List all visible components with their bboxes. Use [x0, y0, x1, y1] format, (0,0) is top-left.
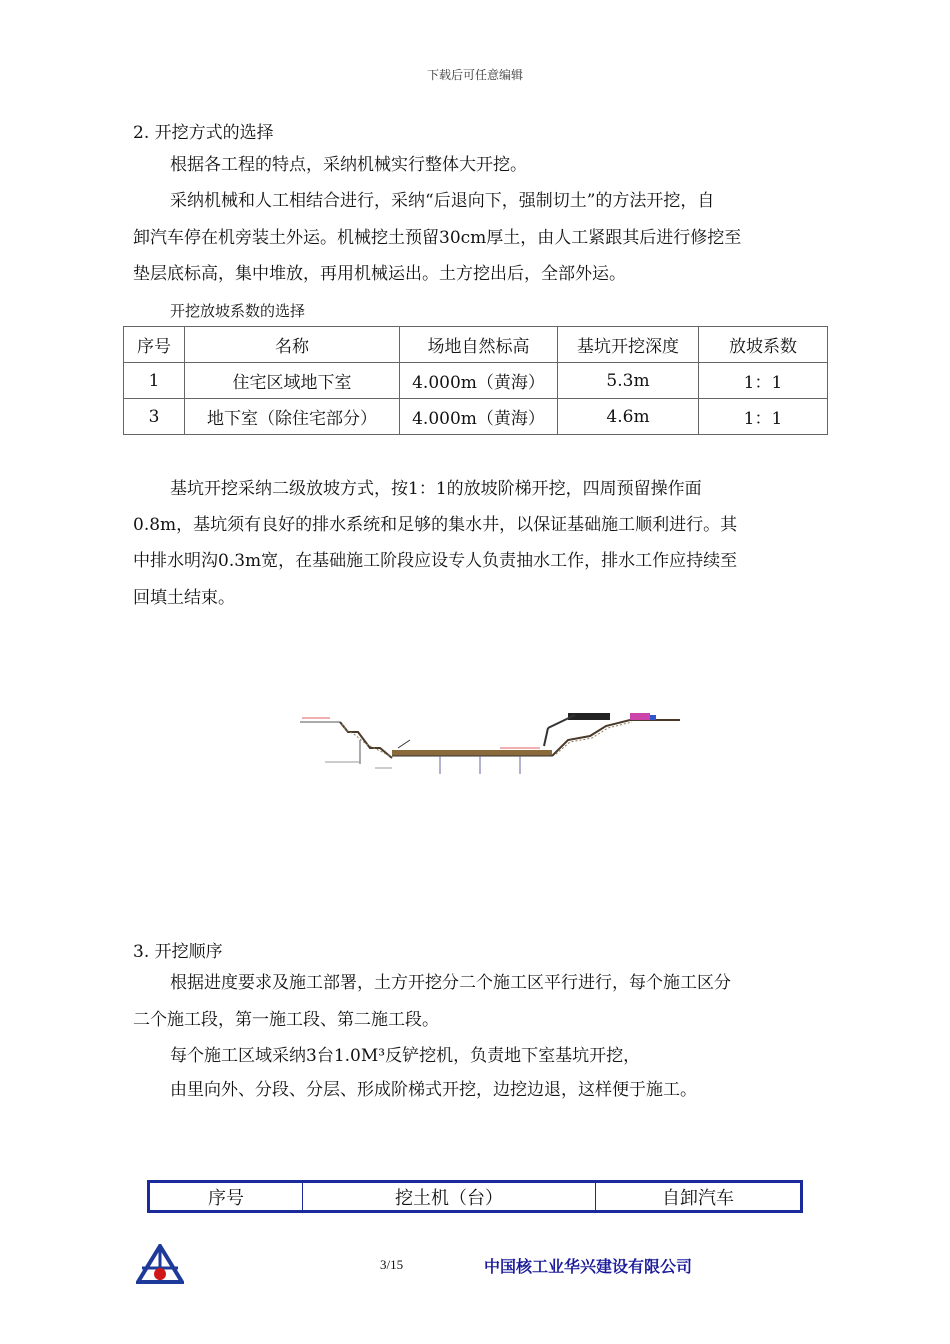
page-number: 3/15 — [380, 1257, 404, 1272]
paragraph: 回填土结束。 — [133, 588, 235, 608]
paragraph: 基坑开挖采纳二级放坡方式，按1：1的放坡阶梯开挖，四周预留操作面 — [170, 479, 702, 499]
equipment-table — [147, 1180, 803, 1213]
paragraph: 垫层底标高，集中堆放，再用机械运出。土方挖出后，全部外运。 — [133, 264, 626, 284]
paragraph: 每个施工区域采纳3台1.0M³反铲挖机，负责地下室基坑开挖， — [170, 1046, 641, 1066]
company-name: 中国核工业华兴建设有限公司 — [484, 1257, 693, 1276]
paragraph: 采纳机械和人工相结合进行，采纳“后退向下，强制切土”的方法开挖，自 — [170, 191, 715, 211]
company-logo-icon — [136, 1244, 184, 1284]
table-cell: 1：1 — [699, 399, 828, 435]
paragraph: 0.8m，基坑须有良好的排水系统和足够的集水井，以保证基础施工顺利进行。其 — [133, 515, 738, 535]
table-cell: 1 — [124, 363, 185, 399]
table-header-cell: 自卸汽车 — [596, 1182, 802, 1212]
table-row — [124, 363, 828, 399]
table-row — [124, 399, 828, 435]
table-cell: 住宅区域地下室 — [185, 363, 400, 399]
section-2-heading: 2. 开挖方式的选择 — [133, 123, 274, 143]
table-cell: 3 — [124, 399, 185, 435]
table-cell: 5.3m — [558, 363, 699, 399]
table-header-row — [149, 1182, 802, 1212]
paragraph: 根据各工程的特点，采纳机械实行整体大开挖。 — [170, 155, 527, 175]
paragraph: 根据进度要求及施工部署，土方开挖分二个施工区平行进行，每个施工区分 — [170, 973, 731, 993]
paragraph: 二个施工段，第一施工段、第二施工段。 — [133, 1010, 439, 1030]
table-header-cell: 基坑开挖深度 — [558, 327, 699, 363]
paragraph: 由里向外、分段、分层、形成阶梯式开挖，边挖边退，这样便于施工。 — [170, 1080, 697, 1100]
table-header-cell: 场地自然标高 — [400, 327, 558, 363]
table-header-cell: 序号 — [124, 327, 185, 363]
table-header-row — [124, 327, 828, 363]
slope-coefficient-table — [123, 326, 828, 435]
table-cell: 1：1 — [699, 363, 828, 399]
table-cell: 4.000m（黄海） — [400, 399, 558, 435]
paragraph: 中排水明沟0.3m宽，在基础施工阶段应设专人负责抽水工作，排水工作应持续至 — [133, 551, 738, 571]
table-cell: 4.6m — [558, 399, 699, 435]
table-cell: 4.000m（黄海） — [400, 363, 558, 399]
table-caption: 开挖放坡系数的选择 — [170, 302, 306, 320]
section-3-heading: 3. 开挖顺序 — [133, 942, 223, 962]
table-header-cell: 序号 — [149, 1182, 303, 1212]
paragraph: 卸汽车停在机旁装土外运。机械挖土预留30cm厚土，由人工紧跟其后进行修挖至 — [133, 228, 742, 248]
table-cell: 地下室（除住宅部分） — [185, 399, 400, 435]
excavation-section-diagram — [300, 700, 680, 785]
header-note: 下载后可任意编辑 — [426, 68, 523, 82]
table-header-cell: 放坡系数 — [699, 327, 828, 363]
table-header-cell: 挖土机（台） — [303, 1182, 596, 1212]
dump-truck-icon — [630, 713, 656, 720]
table-header-cell: 名称 — [185, 327, 400, 363]
